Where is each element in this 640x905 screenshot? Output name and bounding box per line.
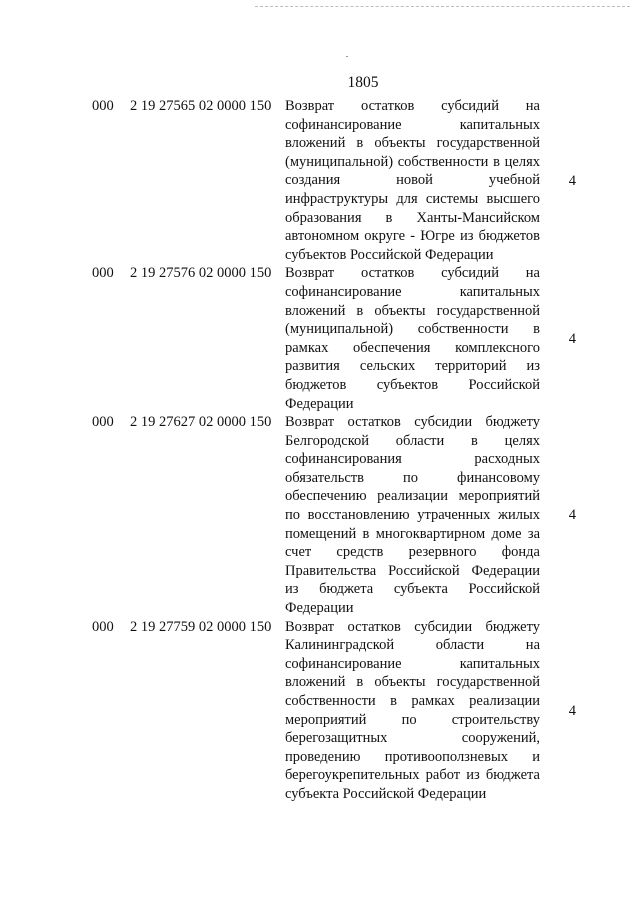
admin-code-cell: 000 <box>92 265 114 282</box>
table-row <box>0 264 640 413</box>
table-row <box>0 618 640 804</box>
budget-table <box>0 97 640 804</box>
income-name-cell: Возврат остатков субсидии бюджету Калининградской области на софинансирование капитальных вложений в объекты государственной собственности в рамках реализации мероприятий по строительству берегозащитных сооружений, проведению противооползневых и берегоукрепительных работ из бюджета субъекта Российской Федерации <box>285 618 540 802</box>
budget-code-cell: 2 19 27627 02 0000 150 <box>130 414 272 431</box>
admin-code-cell: 000 <box>92 414 114 431</box>
admin-code-cell: 000 <box>92 618 114 635</box>
page-number: 1805 <box>347 74 379 91</box>
scan-edge-line <box>255 6 630 7</box>
table-row <box>0 97 640 264</box>
amount-cell: 4 <box>568 702 576 719</box>
admin-code-cell: 000 <box>92 98 114 114</box>
scan-speck <box>346 56 348 57</box>
budget-code-cell: 2 19 27759 02 0000 150 <box>130 618 272 635</box>
amount-cell: 4 <box>568 172 576 189</box>
budget-code-cell: 2 19 27565 02 0000 150 <box>130 98 272 114</box>
budget-code-cell: 2 19 27576 02 0000 150 <box>130 265 272 282</box>
income-name-cell: Возврат остатков субсидий на софинансирование капитальных вложений в объекты государственной (муниципальной) собственности в рамках обеспечения комплексного развития сельских территорий из бюджетов субъектов Российской Федерации <box>285 265 540 412</box>
income-name-cell: Возврат остатков субсидии бюджету Белгородской области в целях софинансирования расходных обязательств по финансовому обеспечению реализации мероприятий по восстановлению утраченных жилых помещений в многоквартирном доме за счет средств резервного фонда Правительства Российской Федерации из бюджета субъекта Российской Федерации <box>285 414 540 617</box>
income-name-cell: Возврат остатков субсидий на софинансирование капитальных вложений в объекты государственной (муниципальной) собственности в целях создания новой учебной инфраструктуры для системы высшего образования в Ханты-Мансийском автономном округе - Югре из бюджетов субъектов Российской Федерации <box>285 98 540 263</box>
amount-cell: 4 <box>568 507 576 524</box>
amount-cell: 4 <box>568 330 576 347</box>
table-row <box>0 413 640 618</box>
